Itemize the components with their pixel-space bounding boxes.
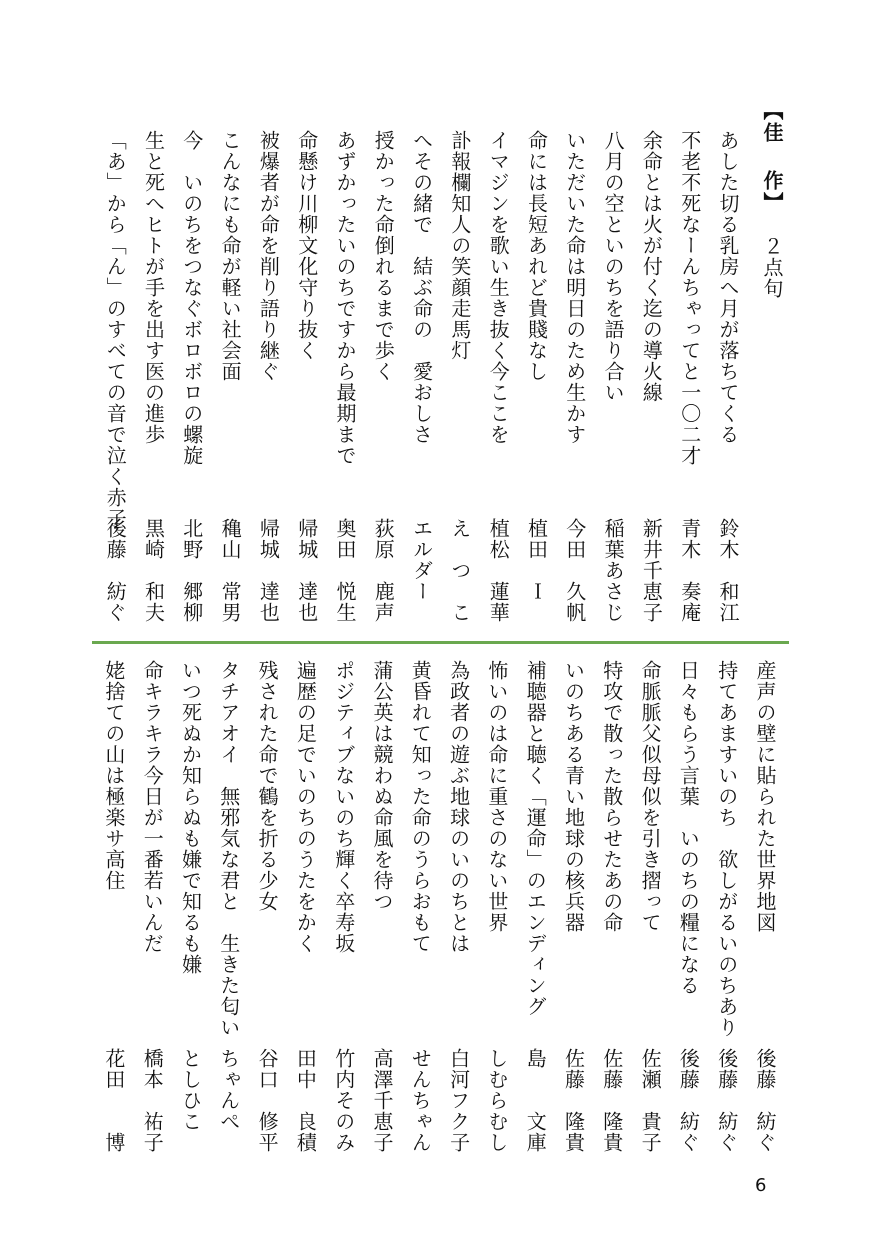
haiku-verse: 訃報欄知人の笑顔走馬灯 <box>447 130 472 361</box>
haiku-author: 花田 博 <box>101 1048 126 1153</box>
haiku-author: 島 文庫 <box>523 1048 548 1153</box>
haiku-author: 後藤 紡ぐ <box>714 1048 739 1153</box>
haiku-author: 稲葉あさじ <box>601 518 626 623</box>
haiku-author: せんちゃん <box>408 1048 433 1153</box>
haiku-verse: 特攻で散った散らせたあの命 <box>599 660 624 933</box>
haiku-verse: 持てあますいのち 欲しがるいのちあり <box>714 660 739 1038</box>
haiku-verse: いつ死ぬか知らぬも嫌で知るも嫌 <box>178 660 203 975</box>
haiku-author: 植松 蓮華 <box>486 518 511 623</box>
haiku-author: 佐瀬 貴子 <box>638 1048 663 1153</box>
haiku-verse: 黄昏れて知った命のうらおもて <box>408 660 433 954</box>
haiku-author: 橋本 祐子 <box>140 1048 165 1153</box>
haiku-verse: いただいた命は明日のため生かす <box>562 130 587 445</box>
haiku-author: しむらむし <box>484 1048 509 1153</box>
haiku-verse: 被爆者が命を削り語り継ぐ <box>256 130 281 382</box>
haiku-author: 後藤 紡ぐ <box>103 518 128 623</box>
award-label: 【佳 作】 <box>760 100 784 214</box>
haiku-author: 青木 奏庵 <box>677 518 702 623</box>
haiku-author: としひこ <box>178 1048 203 1132</box>
haiku-verse: 命には長短あれど貴賤なし <box>524 130 549 382</box>
haiku-author: 後藤 紡ぐ <box>753 1048 777 1153</box>
haiku-verse: ポジティブないのち輝く卒寿坂 <box>331 660 356 954</box>
haiku-author: 帰城 達也 <box>256 518 281 623</box>
points-label: ２点句 <box>760 236 784 299</box>
haiku-verse: 残された命で鶴を折る少女 <box>255 660 280 912</box>
haiku-author: え つ こ <box>447 518 472 623</box>
haiku-author: 田中 良積 <box>293 1048 318 1153</box>
haiku-verse: こんなにも命が軽い社会面 <box>218 130 243 382</box>
haiku-verse: あした切る乳房へ月が落ちてくる <box>716 130 740 445</box>
haiku-verse: いのちある青い地球の核兵器 <box>561 660 586 933</box>
haiku-author: 白河フク子 <box>446 1048 471 1153</box>
haiku-verse: 日々もらう言葉 いのちの糧になる <box>676 660 701 996</box>
haiku-verse: 生と死へヒトが手を出す医の進歩 <box>141 130 166 445</box>
haiku-author: 鈴木 和江 <box>716 518 740 623</box>
haiku-author: 穐山 常男 <box>218 518 243 623</box>
haiku-author: 今田 久帆 <box>562 518 587 623</box>
haiku-author: 谷口 修平 <box>255 1048 280 1153</box>
haiku-verse: 命キラキラ今日が一番若いんだ <box>140 660 165 954</box>
haiku-author: エルダー <box>409 518 434 602</box>
page-number: 6 <box>755 1175 767 1196</box>
haiku-author: 新井千恵子 <box>639 518 664 623</box>
haiku-verse: 遍歴の足でいのちのうたをかく <box>293 660 318 954</box>
haiku-author: 佐藤 隆貴 <box>561 1048 586 1153</box>
haiku-verse: 命懸け川柳文化守り抜く <box>294 130 319 361</box>
haiku-author: 竹内そのみ <box>331 1048 356 1153</box>
haiku-author: 植田 Ｉ <box>524 518 549 602</box>
section-header <box>750 100 782 299</box>
haiku-verse: 余命とは火が付く迄の導火線 <box>639 130 664 403</box>
haiku-author: 帰城 達也 <box>294 518 319 623</box>
section-divider <box>92 641 789 644</box>
haiku-verse: 補聴器と聴く「運命」のエンディング <box>523 660 548 1017</box>
haiku-verse: 怖いのは命に重さのない世界 <box>484 660 509 933</box>
haiku-verse: へその緒で 結ぶ命の 愛おしさ <box>409 130 434 445</box>
haiku-author: 奥田 悦生 <box>333 518 357 623</box>
haiku-verse: 不老不死なーんちゃってと一〇二才 <box>677 130 702 466</box>
haiku-author: 後藤 紡ぐ <box>676 1048 701 1153</box>
haiku-verse: 今 いのちをつなぐボロボロの螺旋 <box>179 130 204 466</box>
haiku-verse: 命脈脈父似母似を引き摺って <box>638 660 663 933</box>
haiku-author: 荻原 鹿声 <box>371 518 396 623</box>
haiku-verse: タチアオイ 無邪気な君と 生きた匂い <box>216 660 241 1038</box>
haiku-verse: 「あ」から「ん」のすべての音で泣く赤子 <box>103 130 128 529</box>
haiku-author: 北野 郷柳 <box>179 518 204 623</box>
haiku-author: 高澤千恵子 <box>370 1048 394 1153</box>
haiku-verse: イマジンを歌い生き抜く今ここを <box>486 130 511 445</box>
haiku-verse: 産声の壁に貼られた世界地図 <box>753 660 777 933</box>
haiku-verse: あずかったいのちですから最期まで <box>333 130 357 466</box>
haiku-verse: 八月の空といのちを語り合い <box>601 130 626 403</box>
haiku-author: 黒崎 和夫 <box>141 518 166 623</box>
haiku-verse: 授かった命倒れるまで歩く <box>371 130 396 382</box>
haiku-author: ちゃんぺ <box>216 1048 241 1132</box>
haiku-verse: 姥捨ての山は極楽サ高住 <box>101 660 126 891</box>
haiku-verse: 為政者の遊ぶ地球のいのちとは <box>446 660 471 954</box>
haiku-author: 佐藤 隆貴 <box>599 1048 624 1153</box>
haiku-verse: 蒲公英は競わぬ命風を待つ <box>370 660 394 912</box>
